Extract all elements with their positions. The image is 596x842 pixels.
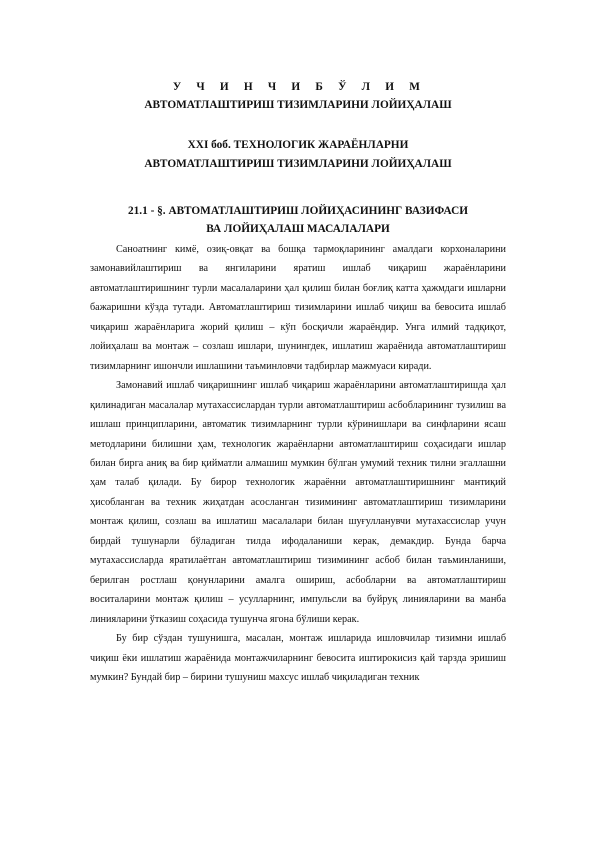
section-title-line-2: ВА ЛОЙИҲАЛАШ МАСАЛАЛАРИ bbox=[206, 223, 390, 235]
paragraph-3: Бу бир сўздан тушунишга, масалан, монтаж ишларида ишловчилар тизимни ишлаб чиқиш ёки ишлатиш жараёнида монтажчиларнинг бевосита иштирокисиз қай тарзда эришиш мумкин? Бундай бир – бирини тушуниш махсус ишлаб чиқиладиган техник bbox=[90, 633, 506, 683]
part-subtitle: АВТОМАТЛАШТИРИШ ТИЗИМЛАРИНИ ЛОЙИҲАЛАШ bbox=[144, 99, 452, 111]
paragraph-2: Замонавий ишлаб чиқаришнинг ишлаб чиқариш жараёнларини автоматлаштиришда ҳал қилинадиган масалалар мутахассислардан турли автоматлаштириш асбобларининг тузилиш ва ишлаш принципларини, автоматик тизимларнинг турли кўринишлари ва синфларини ясаш методларини билишни ҳам, технологик жараёнларни автоматлаштириш соҳасидаги ишлар билан бирга аниқ ва бир қийматли алмашиш мумкин бўлган умумий техник тилни эгаллашни ҳам талаб қилади. Бу бирор технологик жараённи автоматлаштиришнинг мантиқий ҳисобланган ва техник жиҳатдан асосланган тизимининг автоматлаштириш тизимларини монтаж қилиш, созлаш ва ишлатиш масалалари билан шуғулланувчи мутахассислар учун бирдай тушунарли бўладиган тилда ифодаланиши керак, демакдир. Бунда барча мутахассисларда яратилаётган автоматлаштириш тизимининг асбоб билан таъминланиши, берилган ростлаш қонунларини амалга ошириш, асбобларни ва автоматлаштириш воситаларини монтаж қилиш – усулларнинг, импульсли ва буйруқ линияларини ва манба линияларини ўтказиш соҳасида тушунча ягона бўлиши керак. bbox=[90, 380, 506, 625]
paragraph-1: Саноатнинг кимё, озиқ-овқат ва бошқа тармоқларининг амалдаги корхоналарини замонавийлаштириш ва янгиларини яратиш ишлаб чиқариш жараёнларини автоматлаштиришнинг турли масалаларини ҳал қилиш билан боғлиқ катта ҳажмдаги ишларни бажаришни кўзда тутади. Автоматлаштириш тизимларини ишлаб чиқиш ва бевосита ишлаб чиқариш жараёнларига жорий қилиш – кўп босқичли жараёндир. Унга илмий тадқиқот, лойиҳалаш ва монтаж – созлаш ишлари, шунингдек, ишлатиш жараёнида автоматлаштириш тизимларнинг ишончли ишлашини таъминловчи тадбирлар мажмуаси киради. bbox=[90, 244, 506, 372]
part-title: У Ч И Н Ч И Б Ў Л И М bbox=[172, 81, 424, 93]
body-text bbox=[90, 240, 506, 687]
chapter-title-line-1: XXI боб. ТЕХНОЛОГИК ЖАРАЁНЛАРНИ bbox=[187, 139, 409, 151]
chapter-title-line-2: АВТОМАТЛАШТИРИШ ТИЗИМЛАРИНИ ЛОЙИҲАЛАШ bbox=[144, 158, 452, 170]
section-title-line-1: 21.1 - §. АВТОМАТЛАШТИРИШ ЛОЙИҲАСИНИНГ ВАЗИФАСИ bbox=[127, 205, 469, 217]
